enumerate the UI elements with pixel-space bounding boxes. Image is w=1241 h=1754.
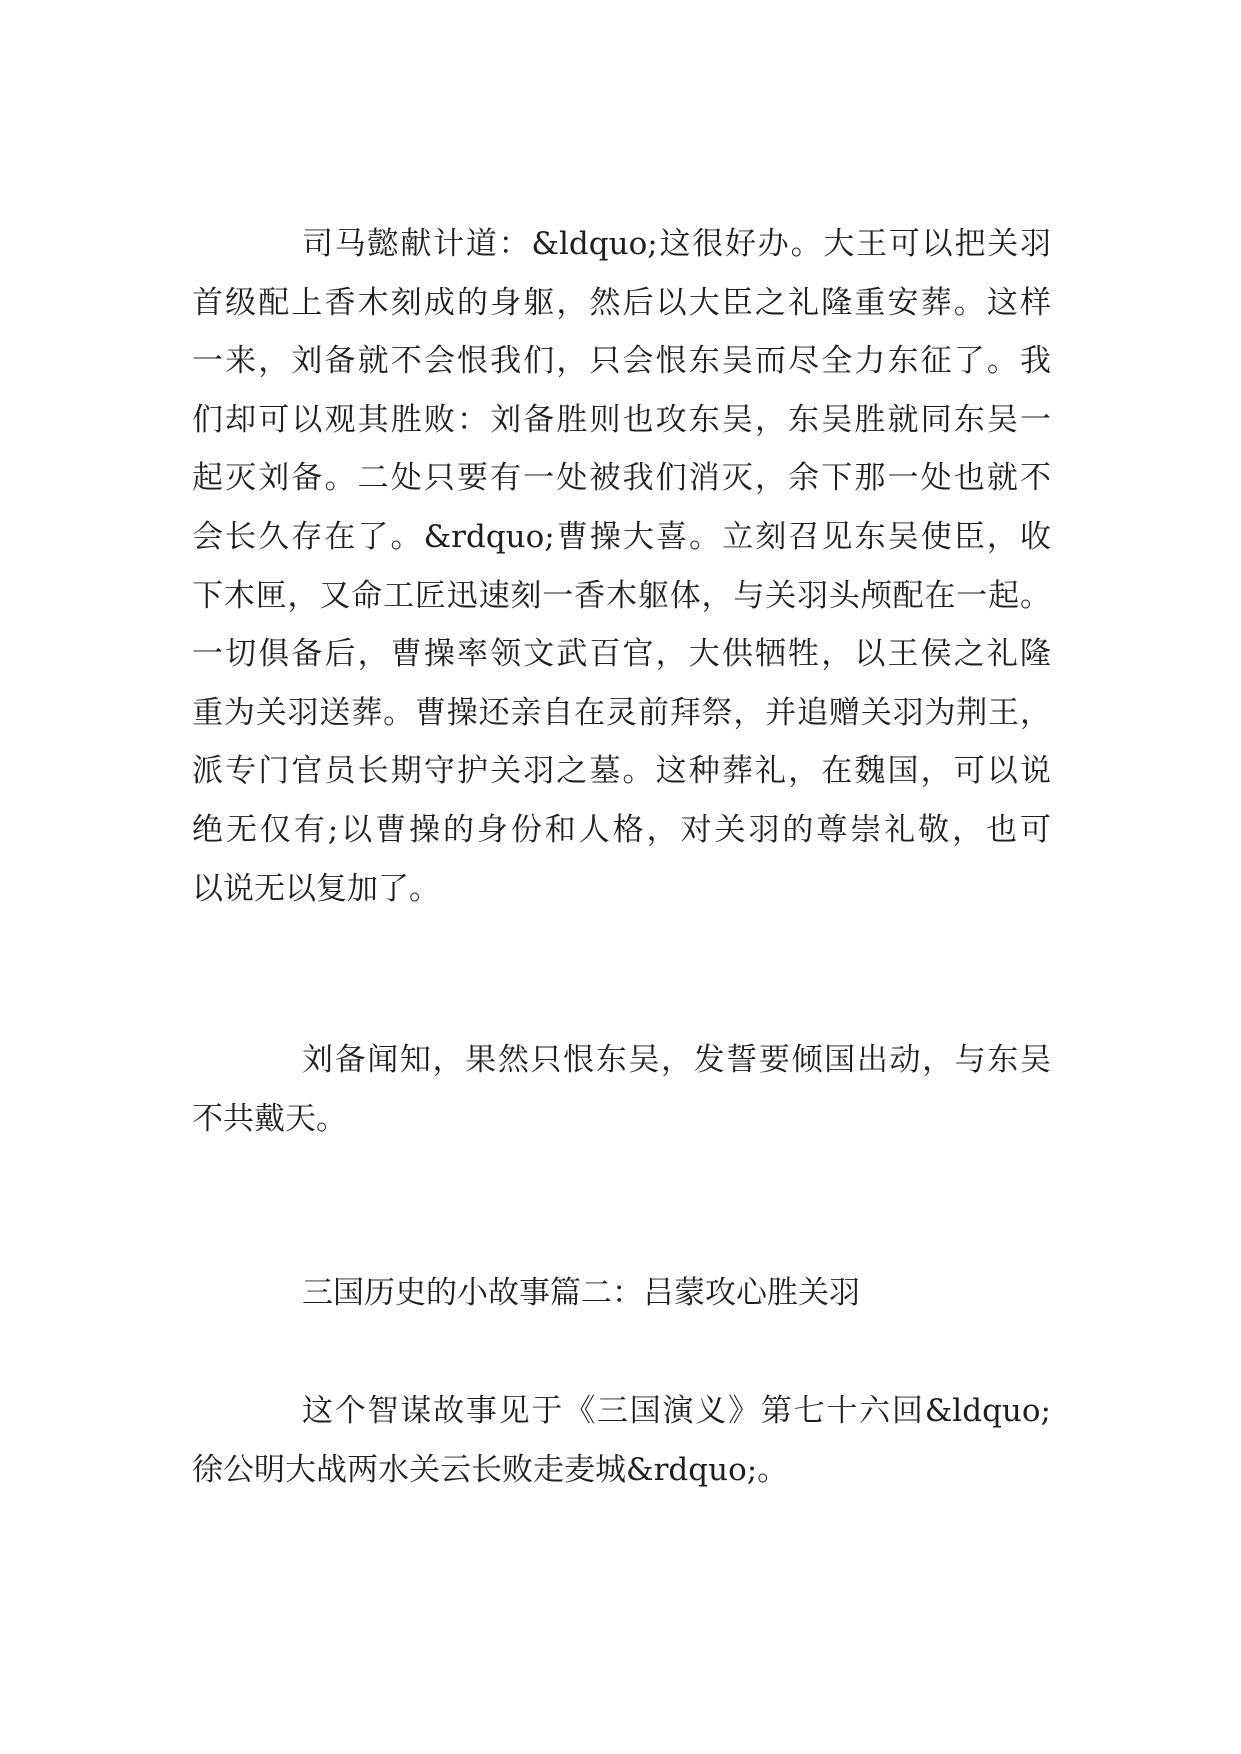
paragraph-line: 派专门官员长期守护关羽之墓。这种葬礼，在魏国，可以说 xyxy=(192,753,1051,790)
paragraph-line: 首级配上香木刻成的身躯，然后以大臣之礼隆重安葬。这样 xyxy=(192,284,1051,321)
paragraph xyxy=(192,1031,1051,1148)
paragraph-line: 不共戴天。 xyxy=(192,1100,347,1137)
paragraph-line: 一切俱备后，曹操率领文武百官，大供牺牲，以王侯之礼隆 xyxy=(192,636,1051,673)
paragraph xyxy=(192,215,1051,918)
paragraph-line: 刘备闻知，果然只恨东吴，发誓要倾国出动，与东吴 xyxy=(302,1042,1051,1078)
section-heading xyxy=(192,1264,1051,1323)
paragraph-line: 绝无仅有;以曹操的身份和人格，对关羽的尊崇礼敬，也可 xyxy=(192,811,1051,848)
paragraph-line: 以说无以复加了。 xyxy=(192,870,440,907)
paragraph-line: 徐公明大战两水关云长败走麦城&rdquo;。 xyxy=(192,1451,789,1488)
paragraph-line: 一来，刘备就不会恨我们，只会恨东吴而尽全力东征了。我 xyxy=(192,343,1051,380)
paragraph-line: 司马懿献计道：&ldquo;这很好办。大王可以把关羽 xyxy=(302,226,1051,262)
section-heading-text: 三国历史的小故事篇二：吕蒙攻心胜关羽 xyxy=(302,1275,860,1311)
paragraph-line: 重为关羽送葬。曹操还亲自在灵前拜祭，并追赠关羽为荆王， xyxy=(192,694,1051,731)
paragraph-line: 下木匣，又命工匠迅速刻一香木躯体，与关羽头颅配在一起。 xyxy=(192,577,1051,614)
paragraph xyxy=(192,1382,1051,1499)
paragraph-line: 会长久存在了。&rdquo;曹操大喜。立刻召见东吴使臣，收 xyxy=(192,518,1051,555)
paragraph-line: 们却可以观其胜败：刘备胜则也攻东吴，东吴胜就同东吴一 xyxy=(192,401,1051,438)
paragraph-line: 这个智谋故事见于《三国演义》第七十六回&ldquo; xyxy=(302,1393,1051,1429)
paragraph-line: 起灭刘备。二处只要有一处被我们消灭，余下那一处也就不 xyxy=(192,460,1051,497)
